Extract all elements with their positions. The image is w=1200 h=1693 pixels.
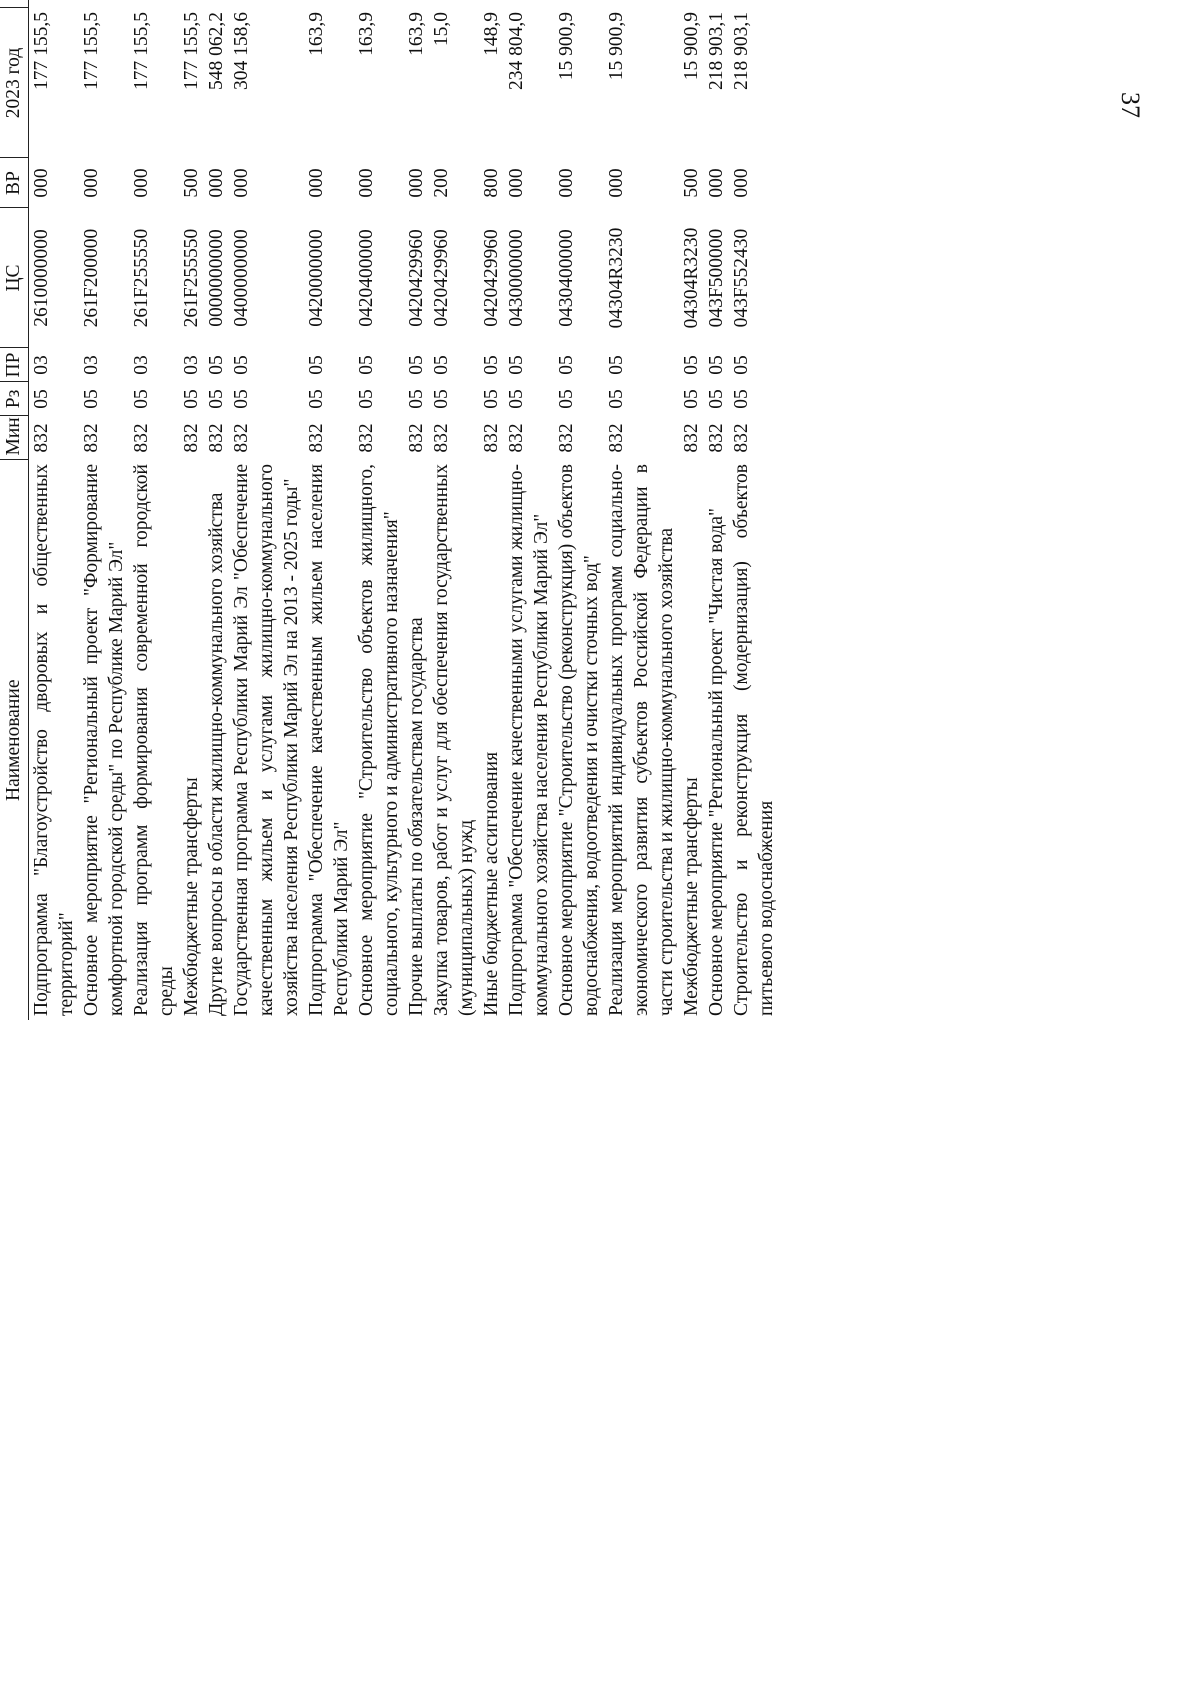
- cell-y2023: 15,0: [431, 12, 452, 47]
- cell-y2023: 218 903,1: [731, 12, 752, 90]
- cell-y2023: 304 158,6: [231, 12, 252, 90]
- cell-min: 832: [131, 423, 152, 453]
- cell-cs: 0430000000: [506, 229, 527, 327]
- cell-rz: 05: [356, 389, 377, 409]
- table-row: [204, 0, 229, 1020]
- cell-cs: 0000000000: [206, 229, 227, 327]
- cell-cs: 043F500000: [706, 228, 727, 328]
- cell-rz: 05: [31, 389, 52, 409]
- table-row: [479, 0, 504, 1020]
- cell-name: Основное мероприятие "Региональный проект "Формирование комфортной городской среды" по Республике Марий Эл": [81, 464, 127, 1016]
- rotated-table-wrapper: [0, 0, 778, 1020]
- cell-min: 832: [681, 423, 702, 453]
- cell-vr: 500: [681, 168, 702, 198]
- page-number: 37: [1116, 92, 1145, 118]
- cell-y2024: [304, 0, 354, 8]
- cell-min: 832: [231, 423, 252, 453]
- cell-pr: 03: [81, 355, 102, 375]
- cell-rz: 05: [506, 389, 527, 409]
- cell-y2023: 15 900,9: [606, 12, 627, 81]
- cell-name: Основное мероприятие "Региональный проект "Чистая вода": [706, 508, 727, 1016]
- cell-name: Другие вопросы в области жилищно-коммунального хозяйства: [206, 492, 227, 1016]
- cell-rz: 05: [606, 389, 627, 409]
- table-row: [404, 0, 429, 1020]
- table-row: [354, 0, 404, 1020]
- cell-min: 832: [731, 423, 752, 453]
- cell-pr: 05: [231, 355, 252, 375]
- table-row: [604, 0, 679, 1020]
- cell-y2023: 163,9: [306, 12, 327, 56]
- cell-min: 832: [431, 423, 452, 453]
- cell-vr: 000: [731, 168, 752, 198]
- cell-y2023: 15 900,9: [681, 12, 702, 81]
- table-row: [554, 0, 604, 1020]
- cell-cs: 261F200000: [81, 228, 102, 328]
- cell-min: 832: [706, 423, 727, 453]
- cell-pr: 05: [681, 355, 702, 375]
- cell-name: Прочие выплаты по обязательствам государства: [406, 617, 427, 1016]
- cell-vr: 000: [206, 168, 227, 198]
- cell-y2023: 163,9: [406, 12, 427, 56]
- cell-y2024: [229, 0, 304, 8]
- cell-cs: 04304R3230: [606, 227, 627, 329]
- cell-vr: 000: [356, 168, 377, 198]
- cell-pr: 05: [706, 355, 727, 375]
- cell-vr: 000: [81, 168, 102, 198]
- cell-y2023: 15 900,9: [556, 12, 577, 81]
- cell-name: Строительство и реконструкция (модернизация) объектов питьевого водоснабжения: [731, 464, 777, 1016]
- cell-y2024: [554, 0, 604, 8]
- cell-y2024: [354, 0, 404, 8]
- cell-rz: 05: [556, 389, 577, 409]
- cell-pr: 05: [506, 355, 527, 375]
- table-row: [129, 0, 179, 1020]
- table-row: [729, 0, 779, 1020]
- cell-cs: 261F255550: [131, 228, 152, 328]
- cell-y2024: [504, 0, 554, 8]
- header-rz: Рз: [0, 382, 29, 416]
- cell-rz: 05: [706, 389, 727, 409]
- cell-y2023: 177 155,5: [181, 12, 202, 90]
- cell-y2024: [604, 0, 679, 8]
- cell-vr: 200: [431, 168, 452, 198]
- cell-name: Межбюджетные трансферты: [181, 777, 202, 1016]
- table-row: [679, 0, 704, 1020]
- cell-name: Государственная программа Республики Марий Эл "Обеспечение качественным жильем и услугами жилищно-коммунального хозяйства населения Республики Марий Эл на 2013 - 2025 годы": [231, 464, 302, 1016]
- cell-name: Иные бюджетные ассигнования: [481, 751, 502, 1016]
- table-row: [79, 0, 129, 1020]
- cell-vr: 500: [181, 168, 202, 198]
- cell-y2023: 177 155,5: [31, 12, 52, 90]
- cell-name: Основное мероприятие "Строительство (реконструкция) объектов водоснабжения, водоотведения и очистки сточных вод": [556, 464, 602, 1016]
- cell-name: Закупка товаров, работ и услуг для обеспечения государственных (муниципальных) нужд: [431, 464, 477, 1016]
- cell-y2023: 234 804,0: [506, 12, 527, 90]
- cell-min: 832: [506, 423, 527, 453]
- cell-y2024: [29, 0, 80, 8]
- cell-pr: 05: [431, 355, 452, 375]
- cell-rz: 05: [481, 389, 502, 409]
- cell-vr: 000: [706, 168, 727, 198]
- cell-min: 832: [356, 423, 377, 453]
- cell-pr: 05: [206, 355, 227, 375]
- table-row: [504, 0, 554, 1020]
- cell-vr: 000: [306, 168, 327, 198]
- cell-cs: 0420400000: [356, 229, 377, 327]
- cell-vr: 000: [506, 168, 527, 198]
- cell-rz: 05: [206, 389, 227, 409]
- header-vr: ВР: [0, 158, 29, 208]
- cell-cs: 0400000000: [231, 229, 252, 327]
- cell-y2024: [129, 0, 179, 8]
- cell-vr: 000: [406, 168, 427, 198]
- cell-rz: 05: [431, 389, 452, 409]
- cell-cs: 0420000000: [306, 229, 327, 327]
- cell-y2023: 177 155,5: [131, 12, 152, 90]
- cell-rz: 05: [306, 389, 327, 409]
- cell-y2024: [479, 0, 504, 8]
- cell-vr: 000: [31, 168, 52, 198]
- header-min: Мин: [0, 416, 29, 460]
- cell-pr: 05: [556, 355, 577, 375]
- table-row: [229, 0, 304, 1020]
- cell-cs: 0420429960: [406, 229, 427, 327]
- cell-min: 832: [481, 423, 502, 453]
- header-pr: ПР: [0, 348, 29, 382]
- header-cs: ЦС: [0, 208, 29, 348]
- cell-min: 832: [406, 423, 427, 453]
- cell-cs: 043F552430: [731, 228, 752, 328]
- cell-rz: 05: [81, 389, 102, 409]
- cell-vr: 800: [481, 168, 502, 198]
- cell-cs: 2610000000: [31, 229, 52, 327]
- cell-pr: 05: [731, 355, 752, 375]
- cell-vr: 000: [231, 168, 252, 198]
- cell-y2024: [679, 0, 704, 8]
- cell-min: 832: [81, 423, 102, 453]
- cell-y2023: 548 062,2: [206, 12, 227, 90]
- table-header: [0, 0, 29, 1020]
- cell-cs: 0420429960: [431, 229, 452, 327]
- cell-y2024: [429, 0, 479, 8]
- cell-y2023: 218 903,1: [706, 12, 727, 90]
- table-row: [304, 0, 354, 1020]
- cell-y2023: 177 155,5: [81, 12, 102, 90]
- cell-cs: 261F255550: [181, 228, 202, 328]
- cell-min: 832: [306, 423, 327, 453]
- cell-rz: 05: [681, 389, 702, 409]
- cell-y2024: [179, 0, 204, 8]
- cell-rz: 05: [131, 389, 152, 409]
- table-body: [29, 0, 780, 1020]
- cell-y2024: [204, 0, 229, 8]
- cell-min: 832: [181, 423, 202, 453]
- cell-pr: 05: [606, 355, 627, 375]
- header-2024: [0, 0, 29, 8]
- cell-rz: 05: [406, 389, 427, 409]
- cell-name: Реализация мероприятий индивидуальных программ социально-экономического развития субъектов Российской Федерации в части строительства и жилищно-коммунального хозяйства: [606, 464, 677, 1016]
- cell-pr: 03: [131, 355, 152, 375]
- header-name: Наименование: [0, 460, 29, 1020]
- cell-pr: 05: [481, 355, 502, 375]
- table-row: [179, 0, 204, 1020]
- cell-cs: 0420429960: [481, 229, 502, 327]
- budget-table: [0, 0, 779, 1020]
- table-row: [429, 0, 479, 1020]
- cell-pr: 03: [31, 355, 52, 375]
- cell-pr: 03: [181, 355, 202, 375]
- cell-name: Подпрограмма "Обеспечение качественными услугами жилищно-коммунального хозяйства населения Республики Марий Эл": [506, 464, 552, 1016]
- cell-pr: 05: [306, 355, 327, 375]
- cell-vr: 000: [556, 168, 577, 198]
- cell-rz: 05: [231, 389, 252, 409]
- cell-name: Реализация программ формирования современной городской среды: [131, 464, 177, 1016]
- cell-y2023: 163,9: [356, 12, 377, 56]
- cell-vr: 000: [131, 168, 152, 198]
- cell-pr: 05: [406, 355, 427, 375]
- cell-vr: 000: [606, 168, 627, 198]
- cell-cs: 0430400000: [556, 229, 577, 327]
- header-2023: 2023 год: [0, 8, 29, 158]
- cell-name: Подпрограмма "Обеспечение качественным жильем населения Республики Марий Эл": [306, 464, 352, 1016]
- cell-name: Межбюджетные трансферты: [681, 777, 702, 1016]
- cell-y2024: [79, 0, 129, 8]
- cell-min: 832: [606, 423, 627, 453]
- cell-name: Подпрограмма "Благоустройство дворовых и общественных территорий": [31, 464, 77, 1016]
- cell-y2023: 148,9: [481, 12, 502, 56]
- cell-y2024: [704, 0, 729, 8]
- table-row: [704, 0, 729, 1020]
- table-row: [29, 0, 80, 1020]
- cell-cs: 04304R3230: [681, 227, 702, 329]
- cell-min: 832: [206, 423, 227, 453]
- cell-y2024: [404, 0, 429, 8]
- cell-rz: 05: [181, 389, 202, 409]
- cell-min: 832: [556, 423, 577, 453]
- cell-name: Основное мероприятие "Строительство объектов жилищного, социального, культурного и административного назначения": [356, 464, 402, 1016]
- cell-min: 832: [31, 423, 52, 453]
- cell-pr: 05: [356, 355, 377, 375]
- cell-rz: 05: [731, 389, 752, 409]
- cell-y2024: [729, 0, 779, 8]
